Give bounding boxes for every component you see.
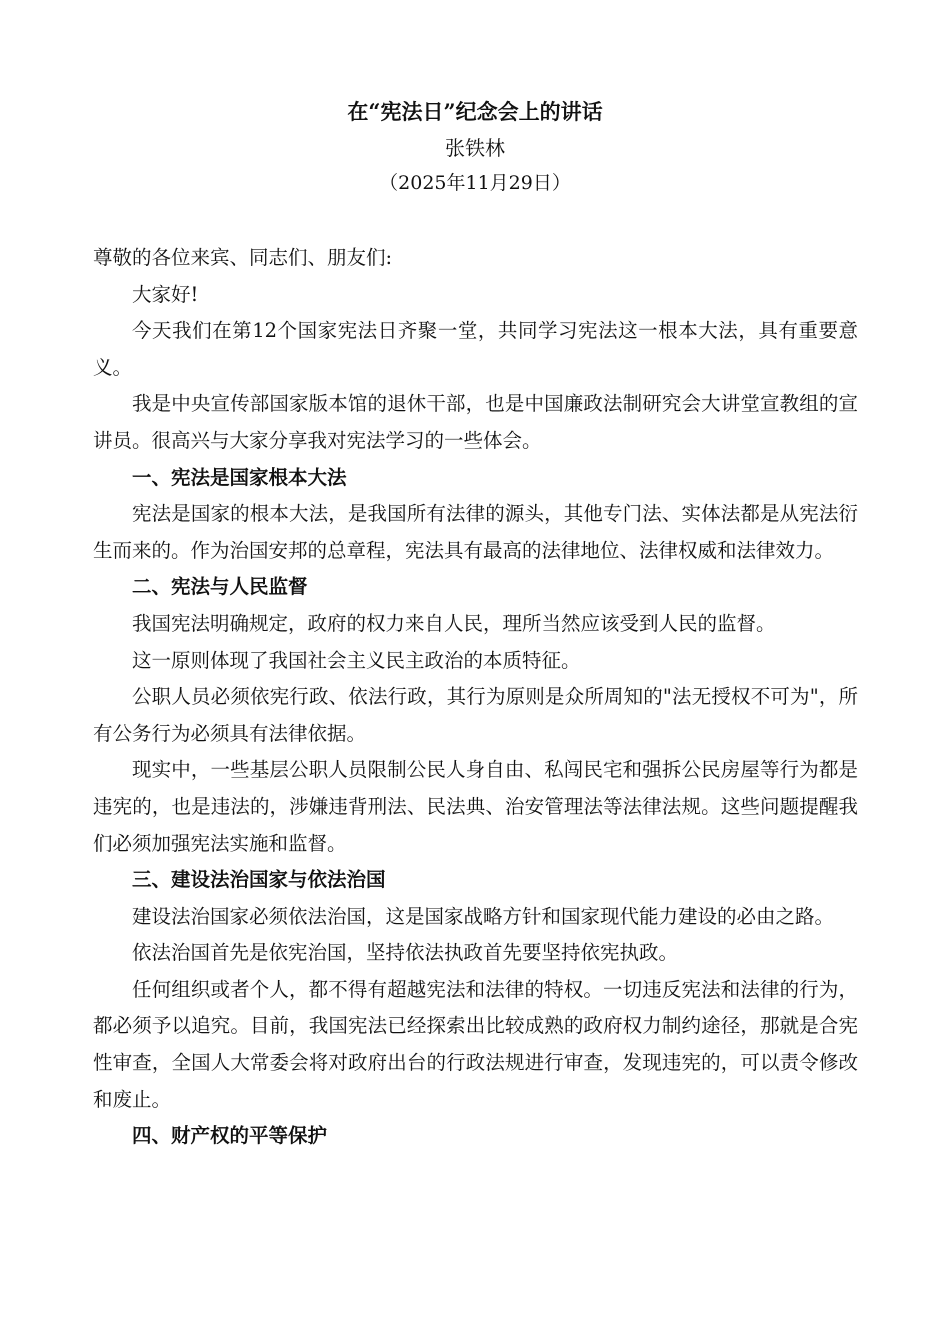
intro-paragraph-1: 今天我们在第12个国家宪法日齐聚一堂，共同学习宪法这一根本大法，具有重要意义。: [93, 319, 858, 379]
section-2-paragraph-3: 公职人员必须依宪行政、依法行政，其行为原则是众所周知的"法无授权不可为"，所有公务行为必须具有法律依据。: [93, 685, 858, 745]
salutation: 尊敬的各位来宾、同志们、朋友们:: [93, 246, 393, 269]
section-2-paragraph-2: 这一原则体现了我国社会主义民主政治的本质特征。: [132, 648, 581, 672]
section-3-paragraph-3: 任何组织或者个人，都不得有超越宪法和法律的特权。一切违反宪法和法律的行为，都必须予以追究。目前，我国宪法已经探索出比较成熟的政府权力制约途径，那就是合宪性审查，全国人大常委会将对政府出台的行政法规进行审查，发现违宪的，可以责令修改和废止。: [93, 977, 858, 1111]
document-body: [93, 240, 858, 1155]
greeting: 大家好!: [132, 282, 199, 306]
document-author: 张铁林: [445, 136, 505, 160]
section-3-paragraph-2: 依法治国首先是依宪治国，坚持依法执政首先要坚持依宪执政。: [132, 941, 679, 965]
section-3-heading: 三、建设法治国家与依法治国: [132, 868, 386, 892]
document-title: 在“宪法日”纪念会上的讲话: [347, 99, 603, 124]
title-block: [0, 96, 950, 200]
section-2-heading: 二、宪法与人民监督: [132, 575, 308, 599]
section-3-paragraph-1: 建设法治国家必须依法治国，这是国家战略方针和国家现代能力建设的必由之路。: [132, 904, 835, 928]
section-2-paragraph-1: 我国宪法明确规定，政府的权力来自人民，理所当然应该受到人民的监督。: [132, 611, 776, 635]
section-2-paragraph-4: 现实中，一些基层公职人员限制公民人身自由、私闯民宅和强拆公民房屋等行为都是违宪的，也是违法的，涉嫌违背刑法、民法典、治安管理法等法律法规。这些问题提醒我们必须加强宪法实施和监督。: [93, 758, 858, 855]
intro-paragraph-2: 我是中央宣传部国家版本馆的退休干部，也是中国廉政法制研究会大讲堂宣教组的宣讲员。很高兴与大家分享我对宪法学习的一些体会。: [93, 392, 858, 452]
section-1-paragraph-1: 宪法是国家的根本大法，是我国所有法律的源头，其他专门法、实体法都是从宪法衍生而来的。作为治国安邦的总章程，宪法具有最高的法律地位、法律权威和法律效力。: [93, 502, 858, 562]
section-1-heading: 一、宪法是国家根本大法: [132, 465, 347, 489]
document-date: （2025年11月29日）: [379, 172, 571, 194]
section-4-heading: 四、财产权的平等保护: [132, 1124, 328, 1148]
